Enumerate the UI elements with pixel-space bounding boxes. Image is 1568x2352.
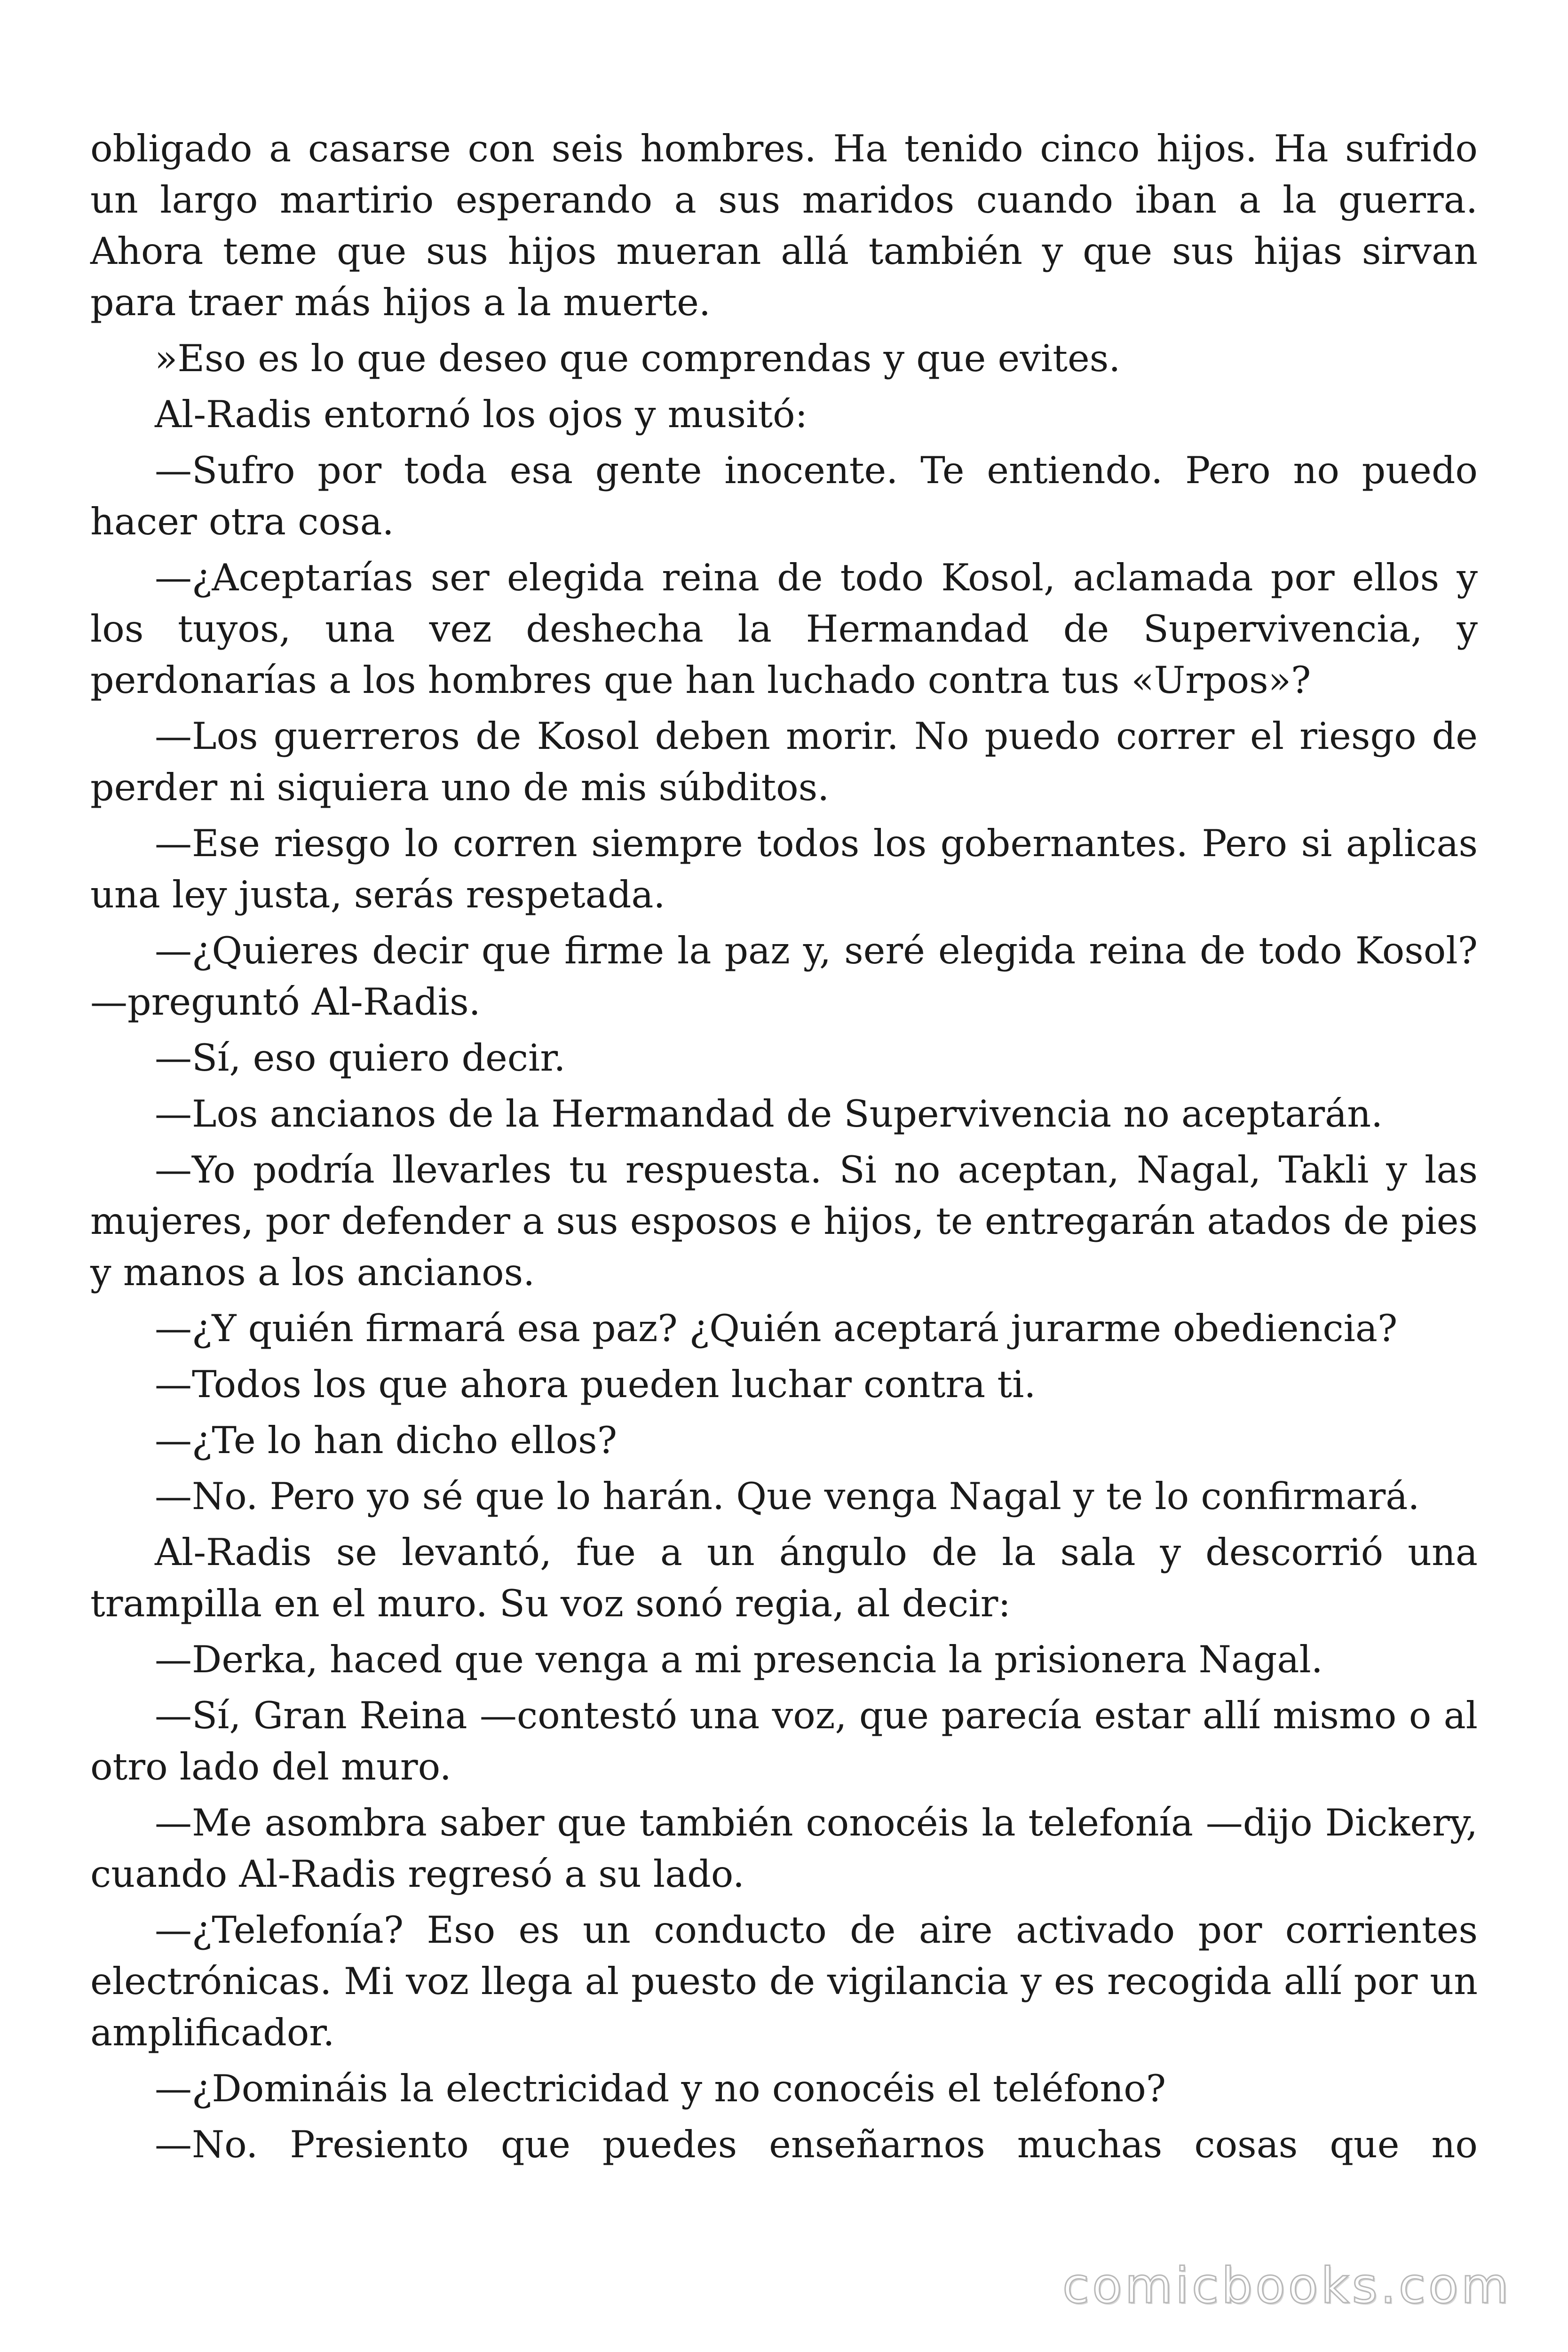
paragraph: —Derka, haced que venga a mi presencia la prisionera Nagal. xyxy=(155,1638,1323,1681)
paragraph-truncated: —No. Presiento que puedes enseñarnos muchas cosas que no xyxy=(155,2123,1478,2166)
paragraph: —¿Y quién firmará esa paz? ¿Quién aceptará jurarme obediencia? xyxy=(155,1307,1398,1350)
watermark: comicbooks.com xyxy=(1062,2257,1512,2314)
paragraph: —Sufro por toda esa gente inocente. Te entiendo. Pero no puedo hacer otra cosa. xyxy=(90,449,1478,543)
paragraph: —¿Aceptarías ser elegida reina de todo Kosol, aclamada por ellos y los tuyos, una vez deshecha la Hermandad de Supervivencia, y perdonarías a los hombres que han luchado contra tus «Urpos»? xyxy=(90,556,1478,702)
paragraph: —Todos los que ahora pueden luchar contra ti. xyxy=(155,1363,1036,1406)
paragraph: —¿Te lo han dicho ellos? xyxy=(155,1419,618,1462)
paragraph: Al-Radis entornó los ojos y musitó: xyxy=(155,393,808,436)
paragraph: —Sí, eso quiero decir. xyxy=(155,1036,566,1080)
paragraph: —Los ancianos de la Hermandad de Supervivencia no aceptarán. xyxy=(155,1092,1383,1136)
text-column xyxy=(90,123,1478,2175)
paragraph: —¿Quieres decir que firme la paz y, seré elegida reina de todo Kosol? —preguntó Al-Radis. xyxy=(90,929,1478,1024)
paragraph: —Yo podría llevarles tu respuesta. Si no aceptan, Nagal, Takli y las mujeres, por defender a sus esposos e hijos, te entregarán atados de pies y manos a los ancianos. xyxy=(90,1148,1478,1294)
paragraph: —¿Telefonía? Eso es un conducto de aire activado por corrientes electrónicas. Mi voz llega al puesto de vigilancia y es recogida allí por un amplificador. xyxy=(90,1908,1478,2054)
paragraph: —Me asombra saber que también conocéis la telefonía —dijo Dickery, cuando Al-Radis regresó a su lado. xyxy=(90,1801,1478,1896)
paragraph: —Ese riesgo lo corren siempre todos los gobernantes. Pero si aplicas una ley justa, serás respetada. xyxy=(90,822,1478,916)
paragraph: —¿Domináis la electricidad y no conocéis el teléfono? xyxy=(155,2067,1166,2110)
paragraph: »Eso es lo que deseo que comprendas y que evites. xyxy=(155,337,1121,380)
paragraph: Al-Radis se levantó, fue a un ángulo de la sala y descorrió una trampilla en el muro. Su voz sonó regia, al decir: xyxy=(90,1531,1478,1625)
paragraph: —No. Pero yo sé que lo harán. Que venga Nagal y te lo confirmará. xyxy=(155,1475,1420,1518)
paragraph-continuation: obligado a casarse con seis hombres. Ha tenido cinco hijos. Ha sufrido un largo martirio esperando a sus maridos cuando iban a la guerra. Ahora teme que sus hijos mueran allá también y que sus hijas sirvan para traer más hijos a la muerte. xyxy=(90,127,1478,324)
paragraph: —Sí, Gran Reina —contestó una voz, que parecía estar allí mismo o al otro lado del muro. xyxy=(90,1694,1478,1788)
paragraph: —Los guerreros de Kosol deben morir. No puedo correr el riesgo de perder ni siquiera uno de mis súbditos. xyxy=(90,715,1478,809)
